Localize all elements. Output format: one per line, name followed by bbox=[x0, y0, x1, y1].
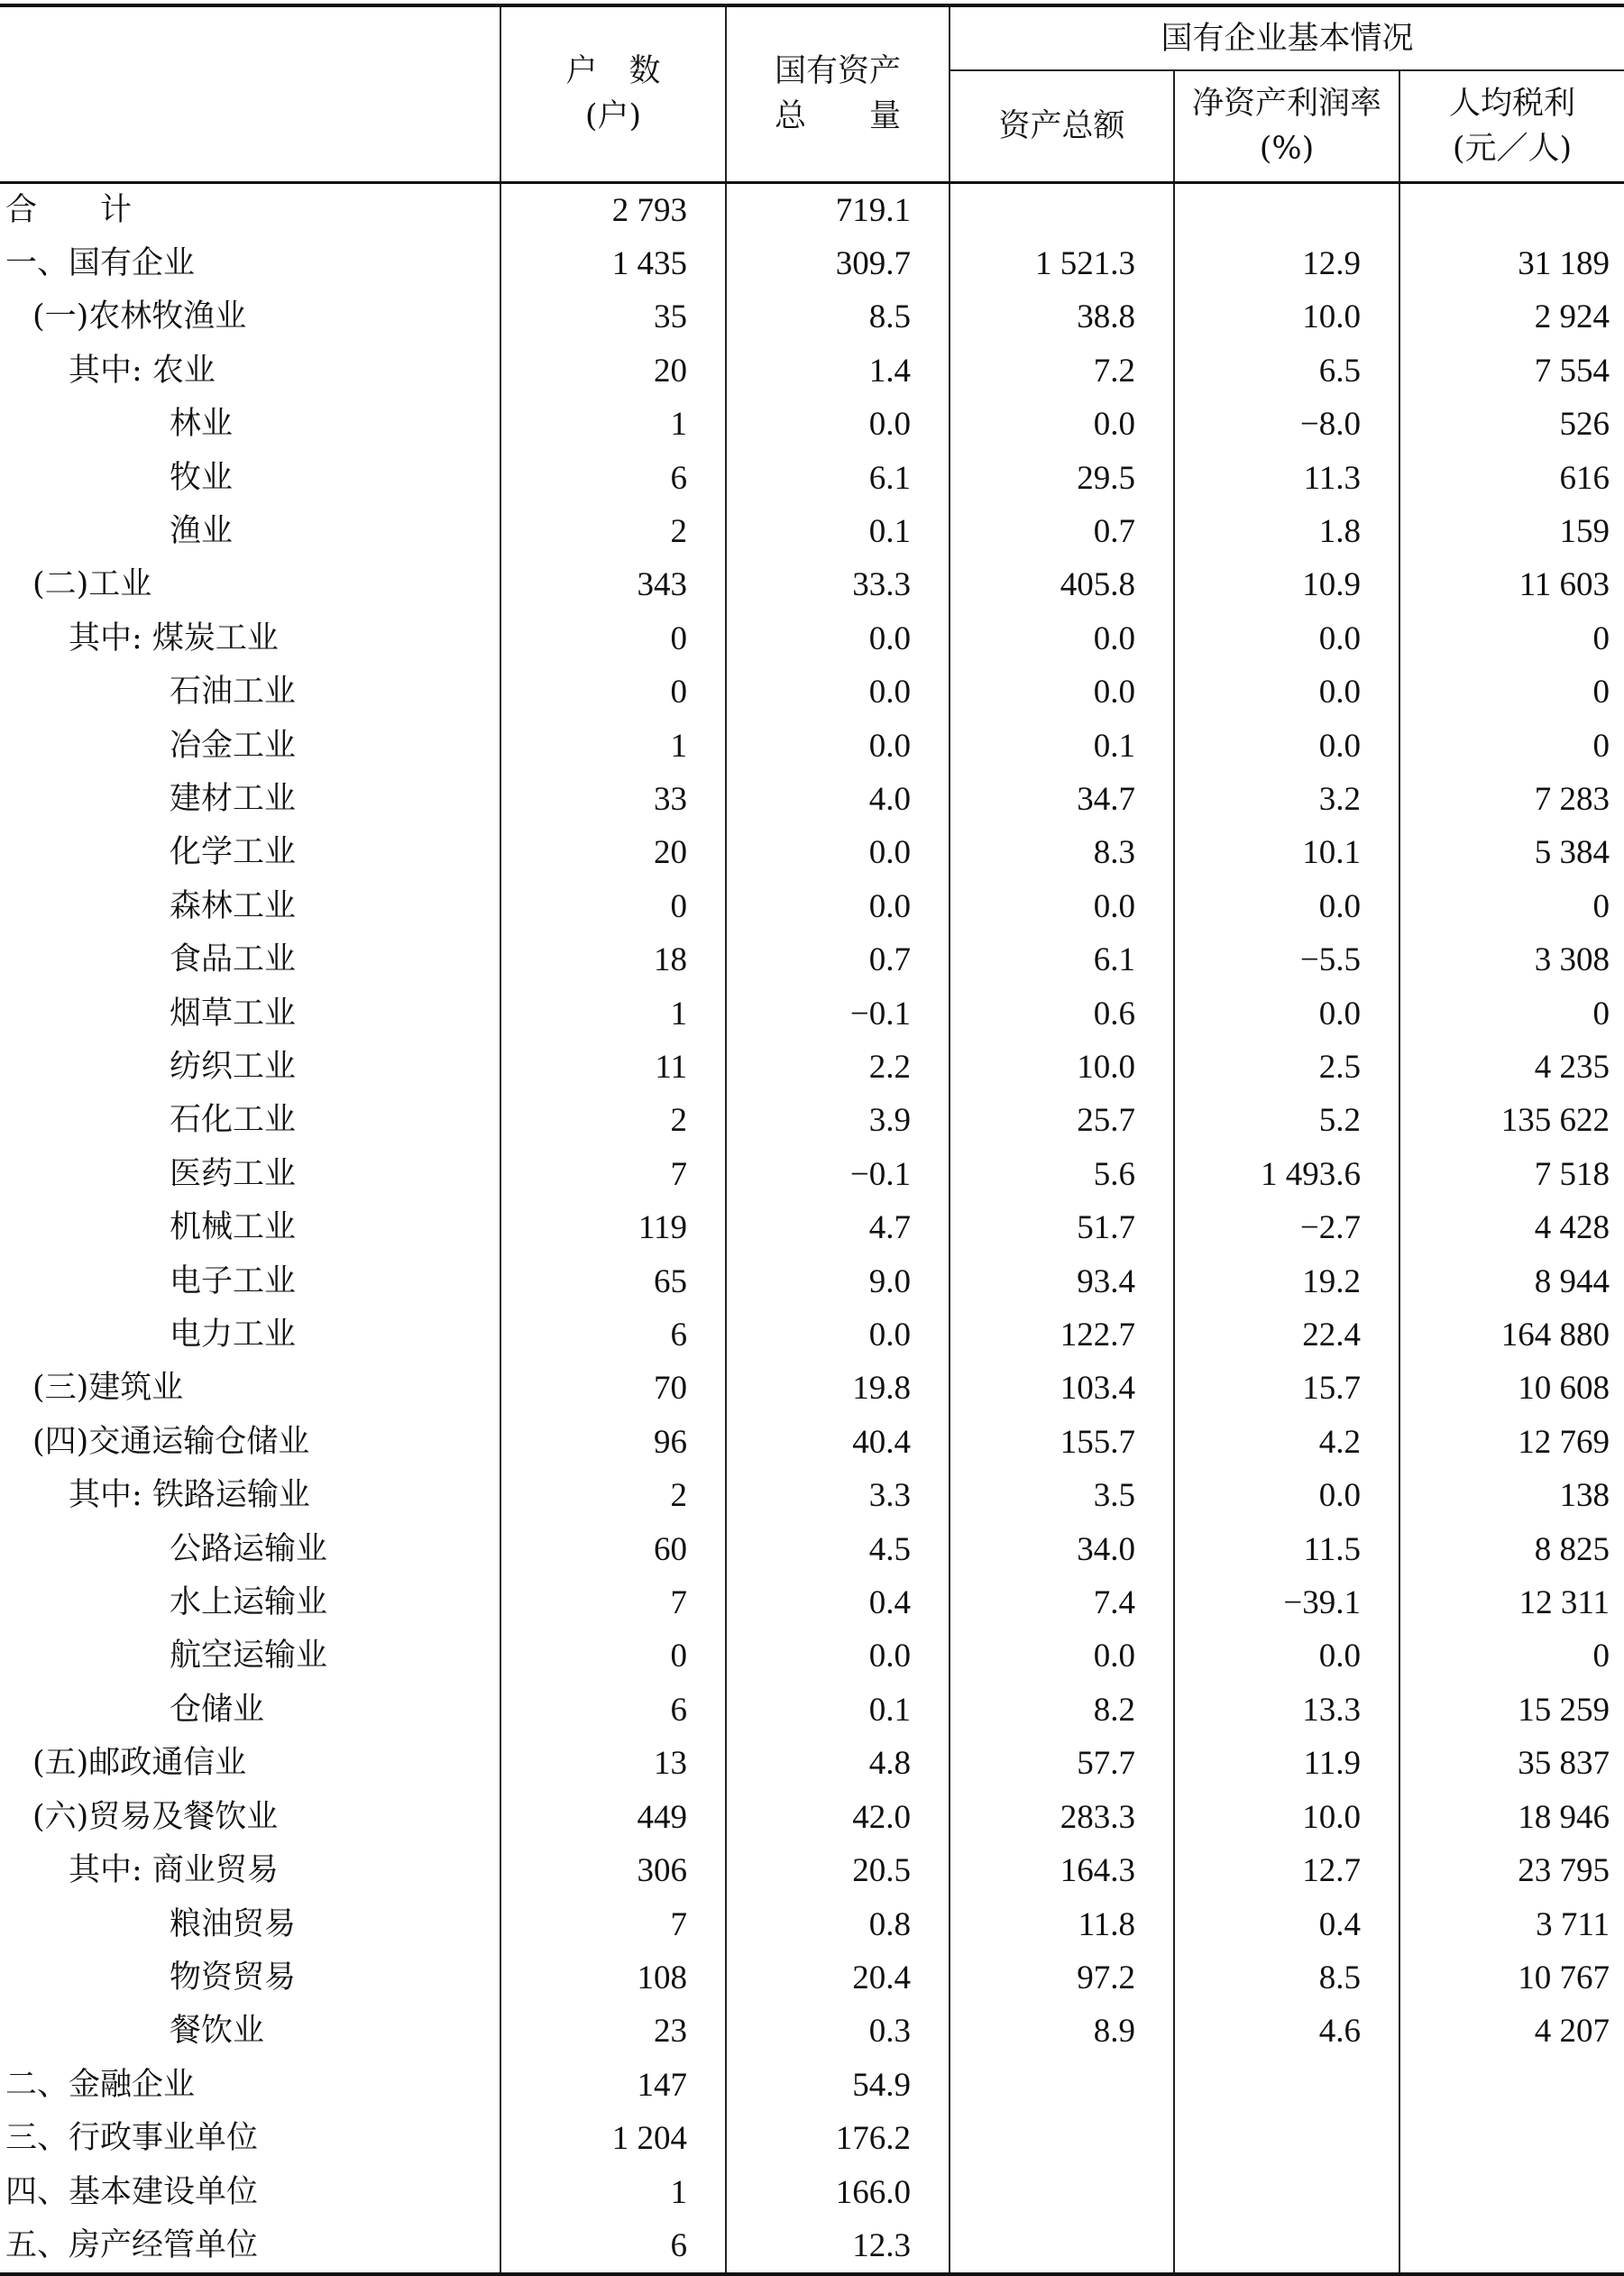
table-row bbox=[0, 2005, 1624, 2058]
net-return-header-line-2: (%) bbox=[1259, 130, 1315, 167]
households-cell: 18 bbox=[500, 933, 726, 987]
tax-per-capita-cell: 3 308 bbox=[1399, 933, 1624, 987]
state-assets-cell: 2.2 bbox=[726, 1041, 950, 1094]
state-assets-cell: 719.1 bbox=[726, 182, 950, 237]
table-row bbox=[0, 2166, 1624, 2219]
total-assets-cell: 11.8 bbox=[950, 1898, 1174, 1951]
tax-per-capita-cell bbox=[1399, 2219, 1624, 2274]
state-assets-cell: 4.0 bbox=[726, 773, 950, 826]
total-assets-cell: 10.0 bbox=[950, 1041, 1174, 1094]
net-return-cell: 0.0 bbox=[1174, 720, 1399, 773]
total-assets-cell: 29.5 bbox=[950, 452, 1174, 505]
statistics-table bbox=[0, 4, 1624, 2276]
table-header bbox=[0, 5, 1624, 182]
net-return-cell: 1 493.6 bbox=[1174, 1148, 1399, 1201]
row-label: (二)工业 bbox=[32, 566, 152, 603]
tax-per-capita-cell: 23 795 bbox=[1399, 1844, 1624, 1897]
row-label: 航空运输业 bbox=[170, 1638, 328, 1675]
row-label: 电子工业 bbox=[170, 1262, 297, 1299]
total-assets-cell: 93.4 bbox=[950, 1255, 1174, 1308]
households-cell: 65 bbox=[500, 1255, 726, 1308]
row-label: 仓储业 bbox=[170, 1691, 265, 1728]
net-return-cell: 4.2 bbox=[1174, 1416, 1399, 1469]
tax-per-capita-cell: 159 bbox=[1399, 505, 1624, 558]
households-cell: 1 204 bbox=[500, 2112, 726, 2165]
households-cell: 2 bbox=[500, 1469, 726, 1522]
households-cell: 449 bbox=[500, 1791, 726, 1844]
table-row bbox=[0, 558, 1624, 611]
state-assets-header-line-1: 国有资产 bbox=[774, 53, 901, 90]
table-row bbox=[0, 612, 1624, 665]
tax-per-capita-cell: 526 bbox=[1399, 398, 1624, 451]
households-cell: 0 bbox=[500, 1629, 726, 1683]
row-label: 其中: 农业 bbox=[69, 352, 216, 389]
row-label: 粮油贸易 bbox=[170, 1905, 297, 1942]
households-cell: 1 bbox=[500, 720, 726, 773]
households-cell: 11 bbox=[500, 1041, 726, 1094]
table-row bbox=[0, 933, 1624, 987]
row-label: 四、基本建设单位 bbox=[5, 2173, 259, 2210]
total-assets-cell: 405.8 bbox=[950, 558, 1174, 611]
tax-per-capita-column-header bbox=[1399, 70, 1624, 182]
total-assets-cell: 0.0 bbox=[950, 665, 1174, 719]
net-return-cell: 0.0 bbox=[1174, 1469, 1399, 1522]
row-label: 三、行政事业单位 bbox=[5, 2120, 259, 2157]
table-row bbox=[0, 1469, 1624, 1522]
table-row bbox=[0, 1094, 1624, 1147]
total-assets-cell bbox=[950, 2112, 1174, 2165]
households-cell: 96 bbox=[500, 1416, 726, 1469]
table-row bbox=[0, 505, 1624, 558]
state-assets-header-line-2: 总 量 bbox=[774, 98, 901, 135]
row-label: 林业 bbox=[170, 406, 234, 443]
table-row bbox=[0, 1844, 1624, 1897]
table-row bbox=[0, 1255, 1624, 1308]
total-assets-cell: 164.3 bbox=[950, 1844, 1174, 1897]
tax-per-capita-cell: 10 608 bbox=[1399, 1362, 1624, 1415]
households-cell: 6 bbox=[500, 1684, 726, 1737]
households-cell: 1 bbox=[500, 2166, 726, 2219]
net-return-cell: 0.0 bbox=[1174, 880, 1399, 933]
households-cell: 70 bbox=[500, 1362, 726, 1415]
table-row bbox=[0, 237, 1624, 290]
net-return-cell: 11.9 bbox=[1174, 1737, 1399, 1790]
households-cell: 20 bbox=[500, 344, 726, 398]
state-assets-cell: 0.3 bbox=[726, 2005, 950, 2058]
tax-per-capita-cell: 0 bbox=[1399, 665, 1624, 719]
state-assets-cell: 0.1 bbox=[726, 505, 950, 558]
households-cell: 1 bbox=[500, 398, 726, 451]
row-label: 牧业 bbox=[170, 459, 234, 496]
table-row bbox=[0, 452, 1624, 505]
tax-per-capita-cell: 4 235 bbox=[1399, 1041, 1624, 1094]
state-assets-cell: −0.1 bbox=[726, 987, 950, 1041]
net-return-cell: 15.7 bbox=[1174, 1362, 1399, 1415]
tax-per-capita-cell: 138 bbox=[1399, 1469, 1624, 1522]
tax-per-capita-cell: 616 bbox=[1399, 452, 1624, 505]
table-row bbox=[0, 720, 1624, 773]
state-assets-cell: 4.5 bbox=[726, 1523, 950, 1576]
net-return-cell: 10.0 bbox=[1174, 290, 1399, 344]
table-row bbox=[0, 1362, 1624, 1415]
table-row bbox=[0, 880, 1624, 933]
net-return-cell: 5.2 bbox=[1174, 1094, 1399, 1147]
state-assets-cell: 0.4 bbox=[726, 1576, 950, 1629]
state-assets-cell: 20.5 bbox=[726, 1844, 950, 1897]
table-row bbox=[0, 344, 1624, 398]
households-cell: 23 bbox=[500, 2005, 726, 2058]
row-label: 渔业 bbox=[170, 512, 234, 549]
households-cell: 306 bbox=[500, 1844, 726, 1897]
net-return-cell bbox=[1174, 182, 1399, 237]
total-assets-column-header: 资产总额 bbox=[950, 70, 1174, 182]
table-row bbox=[0, 987, 1624, 1041]
households-cell: 60 bbox=[500, 1523, 726, 1576]
tax-per-capita-cell: 7 518 bbox=[1399, 1148, 1624, 1201]
net-return-cell: 0.4 bbox=[1174, 1898, 1399, 1951]
table-row bbox=[0, 1523, 1624, 1576]
net-return-cell: 22.4 bbox=[1174, 1308, 1399, 1362]
households-cell: 108 bbox=[500, 1951, 726, 2005]
row-label: 食品工业 bbox=[170, 941, 297, 978]
tax-per-capita-cell: 2 924 bbox=[1399, 290, 1624, 344]
tax-per-capita-cell bbox=[1399, 2112, 1624, 2165]
row-label: 机械工业 bbox=[170, 1209, 297, 1246]
row-label: (四)交通运输仓储业 bbox=[32, 1423, 310, 1460]
state-assets-cell: 20.4 bbox=[726, 1951, 950, 2005]
households-cell: 0 bbox=[500, 612, 726, 665]
net-return-cell bbox=[1174, 2112, 1399, 2165]
households-cell: 7 bbox=[500, 1898, 726, 1951]
table-row bbox=[0, 1791, 1624, 1844]
row-label: 物资贸易 bbox=[170, 1959, 297, 1996]
tax-per-capita-cell: 7 283 bbox=[1399, 773, 1624, 826]
households-cell: 2 bbox=[500, 505, 726, 558]
total-assets-cell bbox=[950, 2219, 1174, 2274]
net-return-cell bbox=[1174, 2219, 1399, 2274]
row-label: 其中: 商业贸易 bbox=[69, 1852, 279, 1889]
total-assets-cell: 0.0 bbox=[950, 880, 1174, 933]
net-return-cell: 13.3 bbox=[1174, 1684, 1399, 1737]
state-assets-cell: 0.0 bbox=[726, 398, 950, 451]
tax-per-capita-cell: 0 bbox=[1399, 612, 1624, 665]
table-row bbox=[0, 2112, 1624, 2165]
state-assets-cell: 4.8 bbox=[726, 1737, 950, 1790]
row-label: 石油工业 bbox=[170, 674, 297, 711]
households-cell: 6 bbox=[500, 2219, 726, 2274]
tax-per-capita-cell: 7 554 bbox=[1399, 344, 1624, 398]
net-return-cell: 11.3 bbox=[1174, 452, 1399, 505]
households-cell: 6 bbox=[500, 452, 726, 505]
row-label: (五)邮政通信业 bbox=[32, 1745, 247, 1782]
tax-per-capita-cell: 15 259 bbox=[1399, 1684, 1624, 1737]
total-assets-cell bbox=[950, 2059, 1174, 2112]
net-return-cell: 10.1 bbox=[1174, 826, 1399, 879]
tax-per-capita-cell: 8 944 bbox=[1399, 1255, 1624, 1308]
net-return-cell: 2.5 bbox=[1174, 1041, 1399, 1094]
row-label: 纺织工业 bbox=[170, 1049, 297, 1085]
table-row bbox=[0, 826, 1624, 879]
total-assets-cell: 34.7 bbox=[950, 773, 1174, 826]
households-column-header bbox=[500, 5, 726, 182]
households-cell: 0 bbox=[500, 665, 726, 719]
table-row bbox=[0, 665, 1624, 719]
tax-per-capita-cell: 3 711 bbox=[1399, 1898, 1624, 1951]
row-label: 水上运输业 bbox=[170, 1584, 328, 1621]
households-header-line-2: (户) bbox=[584, 98, 642, 135]
state-assets-cell: 42.0 bbox=[726, 1791, 950, 1844]
net-return-cell: 0.0 bbox=[1174, 987, 1399, 1041]
state-assets-cell: 0.0 bbox=[726, 612, 950, 665]
net-return-cell: 0.0 bbox=[1174, 1629, 1399, 1683]
total-assets-cell: 25.7 bbox=[950, 1094, 1174, 1147]
total-assets-cell: 0.0 bbox=[950, 612, 1174, 665]
households-cell: 0 bbox=[500, 880, 726, 933]
row-label: 烟草工业 bbox=[170, 995, 297, 1032]
table-body bbox=[0, 182, 1624, 2274]
tax-per-capita-cell: 135 622 bbox=[1399, 1094, 1624, 1147]
total-assets-cell: 3.5 bbox=[950, 1469, 1174, 1522]
table-row bbox=[0, 773, 1624, 826]
tax-per-capita-cell: 4 428 bbox=[1399, 1201, 1624, 1254]
total-assets-cell: 8.2 bbox=[950, 1684, 1174, 1737]
households-cell: 7 bbox=[500, 1148, 726, 1201]
net-return-cell: 4.6 bbox=[1174, 2005, 1399, 2058]
households-cell: 2 793 bbox=[500, 182, 726, 237]
tax-per-capita-cell: 0 bbox=[1399, 1629, 1624, 1683]
total-assets-cell: 0.6 bbox=[950, 987, 1174, 1041]
tax-per-capita-cell: 10 767 bbox=[1399, 1951, 1624, 2005]
row-label: 其中: 铁路运输业 bbox=[69, 1477, 310, 1514]
households-header-line-1: 户 数 bbox=[565, 53, 661, 90]
state-assets-cell: 54.9 bbox=[726, 2059, 950, 2112]
state-assets-cell: 176.2 bbox=[726, 2112, 950, 2165]
tax-per-capita-cell: 8 825 bbox=[1399, 1523, 1624, 1576]
row-label: 建材工业 bbox=[170, 780, 297, 817]
row-label: 餐饮业 bbox=[170, 2013, 265, 2050]
net-return-cell: 1.8 bbox=[1174, 505, 1399, 558]
net-return-cell: 10.0 bbox=[1174, 1791, 1399, 1844]
table-row bbox=[0, 1951, 1624, 2005]
net-return-cell: 11.5 bbox=[1174, 1523, 1399, 1576]
state-assets-cell: 3.9 bbox=[726, 1094, 950, 1147]
tax-per-capita-cell: 12 769 bbox=[1399, 1416, 1624, 1469]
tax-per-capita-cell bbox=[1399, 2166, 1624, 2219]
state-assets-cell: 0.1 bbox=[726, 1684, 950, 1737]
state-assets-cell: 0.7 bbox=[726, 933, 950, 987]
state-assets-cell: 6.1 bbox=[726, 452, 950, 505]
table-row bbox=[0, 2059, 1624, 2112]
net-return-cell: 3.2 bbox=[1174, 773, 1399, 826]
households-cell: 13 bbox=[500, 1737, 726, 1790]
state-assets-cell: −0.1 bbox=[726, 1148, 950, 1201]
total-assets-cell: 0.0 bbox=[950, 398, 1174, 451]
households-cell: 343 bbox=[500, 558, 726, 611]
households-cell: 6 bbox=[500, 1308, 726, 1362]
total-assets-cell: 8.3 bbox=[950, 826, 1174, 879]
total-assets-cell: 5.6 bbox=[950, 1148, 1174, 1201]
total-assets-cell: 0.7 bbox=[950, 505, 1174, 558]
state-assets-cell: 19.8 bbox=[726, 1362, 950, 1415]
row-label: 森林工业 bbox=[170, 887, 297, 924]
table-row bbox=[0, 398, 1624, 451]
net-return-cell: −39.1 bbox=[1174, 1576, 1399, 1629]
total-assets-cell: 7.2 bbox=[950, 344, 1174, 398]
table-row bbox=[0, 290, 1624, 344]
total-assets-cell: 34.0 bbox=[950, 1523, 1174, 1576]
net-return-cell: 12.9 bbox=[1174, 237, 1399, 290]
net-return-cell: 6.5 bbox=[1174, 344, 1399, 398]
table-row bbox=[0, 2219, 1624, 2274]
tax-per-capita-cell: 0 bbox=[1399, 987, 1624, 1041]
table-row bbox=[0, 1684, 1624, 1737]
tax-per-capita-cell: 0 bbox=[1399, 720, 1624, 773]
households-cell: 1 435 bbox=[500, 237, 726, 290]
net-return-cell bbox=[1174, 2059, 1399, 2112]
households-cell: 2 bbox=[500, 1094, 726, 1147]
tax-per-capita-cell: 164 880 bbox=[1399, 1308, 1624, 1362]
state-assets-cell: 0.8 bbox=[726, 1898, 950, 1951]
total-assets-cell: 8.9 bbox=[950, 2005, 1174, 2058]
table-row bbox=[0, 1416, 1624, 1469]
state-assets-cell: 8.5 bbox=[726, 290, 950, 344]
net-return-cell: 0.0 bbox=[1174, 612, 1399, 665]
tax-per-capita-cell: 18 946 bbox=[1399, 1791, 1624, 1844]
tax-per-capita-cell: 0 bbox=[1399, 880, 1624, 933]
state-assets-cell: 12.3 bbox=[726, 2219, 950, 2274]
net-return-cell: 0.0 bbox=[1174, 665, 1399, 719]
net-return-column-header bbox=[1174, 70, 1399, 182]
table-row bbox=[0, 1898, 1624, 1951]
tax-per-capita-cell bbox=[1399, 182, 1624, 237]
table-row bbox=[0, 1308, 1624, 1362]
households-cell: 35 bbox=[500, 290, 726, 344]
households-cell: 119 bbox=[500, 1201, 726, 1254]
state-assets-cell: 309.7 bbox=[726, 237, 950, 290]
net-return-header-line-1: 净资产利润率 bbox=[1191, 85, 1381, 122]
tax-per-capita-cell: 12 311 bbox=[1399, 1576, 1624, 1629]
row-label: (六)贸易及餐饮业 bbox=[32, 1798, 279, 1835]
tax-per-capita-cell: 4 207 bbox=[1399, 2005, 1624, 2058]
net-return-cell: −8.0 bbox=[1174, 398, 1399, 451]
state-assets-cell: 0.0 bbox=[726, 665, 950, 719]
tax-per-capita-cell bbox=[1399, 2059, 1624, 2112]
state-assets-cell: 0.0 bbox=[726, 826, 950, 879]
total-assets-cell: 51.7 bbox=[950, 1201, 1174, 1254]
state-assets-cell: 0.0 bbox=[726, 1629, 950, 1683]
table-row bbox=[0, 1148, 1624, 1201]
table-row bbox=[0, 1629, 1624, 1683]
total-assets-cell: 97.2 bbox=[950, 1951, 1174, 2005]
total-assets-cell: 1 521.3 bbox=[950, 237, 1174, 290]
total-assets-cell: 0.0 bbox=[950, 1629, 1174, 1683]
state-assets-cell: 0.0 bbox=[726, 1308, 950, 1362]
row-label: 二、金融企业 bbox=[5, 2066, 196, 2103]
tax-per-capita-cell: 31 189 bbox=[1399, 237, 1624, 290]
net-return-cell: 19.2 bbox=[1174, 1255, 1399, 1308]
state-assets-cell: 1.4 bbox=[726, 344, 950, 398]
net-return-cell bbox=[1174, 2166, 1399, 2219]
total-assets-cell: 122.7 bbox=[950, 1308, 1174, 1362]
total-assets-cell: 38.8 bbox=[950, 290, 1174, 344]
group-header: 国有企业基本情况 bbox=[950, 5, 1624, 70]
row-label: 公路运输业 bbox=[170, 1530, 328, 1567]
row-label: 医药工业 bbox=[170, 1155, 297, 1192]
row-label: 电力工业 bbox=[170, 1317, 297, 1354]
total-assets-cell: 103.4 bbox=[950, 1362, 1174, 1415]
state-assets-cell: 166.0 bbox=[726, 2166, 950, 2219]
state-assets-column-header bbox=[726, 5, 950, 182]
tax-header-line-1: 人均税利 bbox=[1448, 85, 1575, 122]
row-label: 化学工业 bbox=[170, 834, 297, 871]
state-assets-cell: 4.7 bbox=[726, 1201, 950, 1254]
net-return-cell: 10.9 bbox=[1174, 558, 1399, 611]
households-cell: 1 bbox=[500, 987, 726, 1041]
table-row bbox=[0, 182, 1624, 237]
tax-per-capita-cell: 11 603 bbox=[1399, 558, 1624, 611]
row-label: (一)农林牧渔业 bbox=[32, 298, 247, 335]
row-label: 合 计 bbox=[5, 191, 133, 228]
tax-per-capita-cell: 5 384 bbox=[1399, 826, 1624, 879]
households-cell: 33 bbox=[500, 773, 726, 826]
total-assets-cell: 7.4 bbox=[950, 1576, 1174, 1629]
households-cell: 20 bbox=[500, 826, 726, 879]
table-row bbox=[0, 1201, 1624, 1254]
total-assets-cell: 155.7 bbox=[950, 1416, 1174, 1469]
row-label: (三)建筑业 bbox=[32, 1370, 184, 1407]
total-assets-cell: 0.1 bbox=[950, 720, 1174, 773]
net-return-cell: 8.5 bbox=[1174, 1951, 1399, 2005]
row-label: 石化工业 bbox=[170, 1102, 297, 1139]
total-assets-cell bbox=[950, 2166, 1174, 2219]
item-column-header bbox=[0, 5, 500, 182]
state-assets-cell: 9.0 bbox=[726, 1255, 950, 1308]
state-assets-cell: 0.0 bbox=[726, 880, 950, 933]
total-assets-cell: 57.7 bbox=[950, 1737, 1174, 1790]
net-return-cell: −2.7 bbox=[1174, 1201, 1399, 1254]
state-assets-cell: 40.4 bbox=[726, 1416, 950, 1469]
households-cell: 7 bbox=[500, 1576, 726, 1629]
state-assets-cell: 0.0 bbox=[726, 720, 950, 773]
table-row bbox=[0, 1576, 1624, 1629]
tax-header-line-2: (元／人) bbox=[1452, 130, 1573, 167]
table-row bbox=[0, 1041, 1624, 1094]
row-label: 其中: 煤炭工业 bbox=[69, 619, 279, 656]
total-assets-cell bbox=[950, 182, 1174, 237]
tax-per-capita-cell: 35 837 bbox=[1399, 1737, 1624, 1790]
households-cell: 147 bbox=[500, 2059, 726, 2112]
row-label: 冶金工业 bbox=[170, 727, 297, 764]
table-row bbox=[0, 1737, 1624, 1790]
state-assets-cell: 3.3 bbox=[726, 1469, 950, 1522]
row-label: 五、房产经管单位 bbox=[5, 2226, 259, 2263]
total-assets-cell: 6.1 bbox=[950, 933, 1174, 987]
net-return-cell: 12.7 bbox=[1174, 1844, 1399, 1897]
total-assets-cell: 283.3 bbox=[950, 1791, 1174, 1844]
net-return-cell: −5.5 bbox=[1174, 933, 1399, 987]
state-assets-cell: 33.3 bbox=[726, 558, 950, 611]
row-label: 一、国有企业 bbox=[5, 244, 196, 281]
